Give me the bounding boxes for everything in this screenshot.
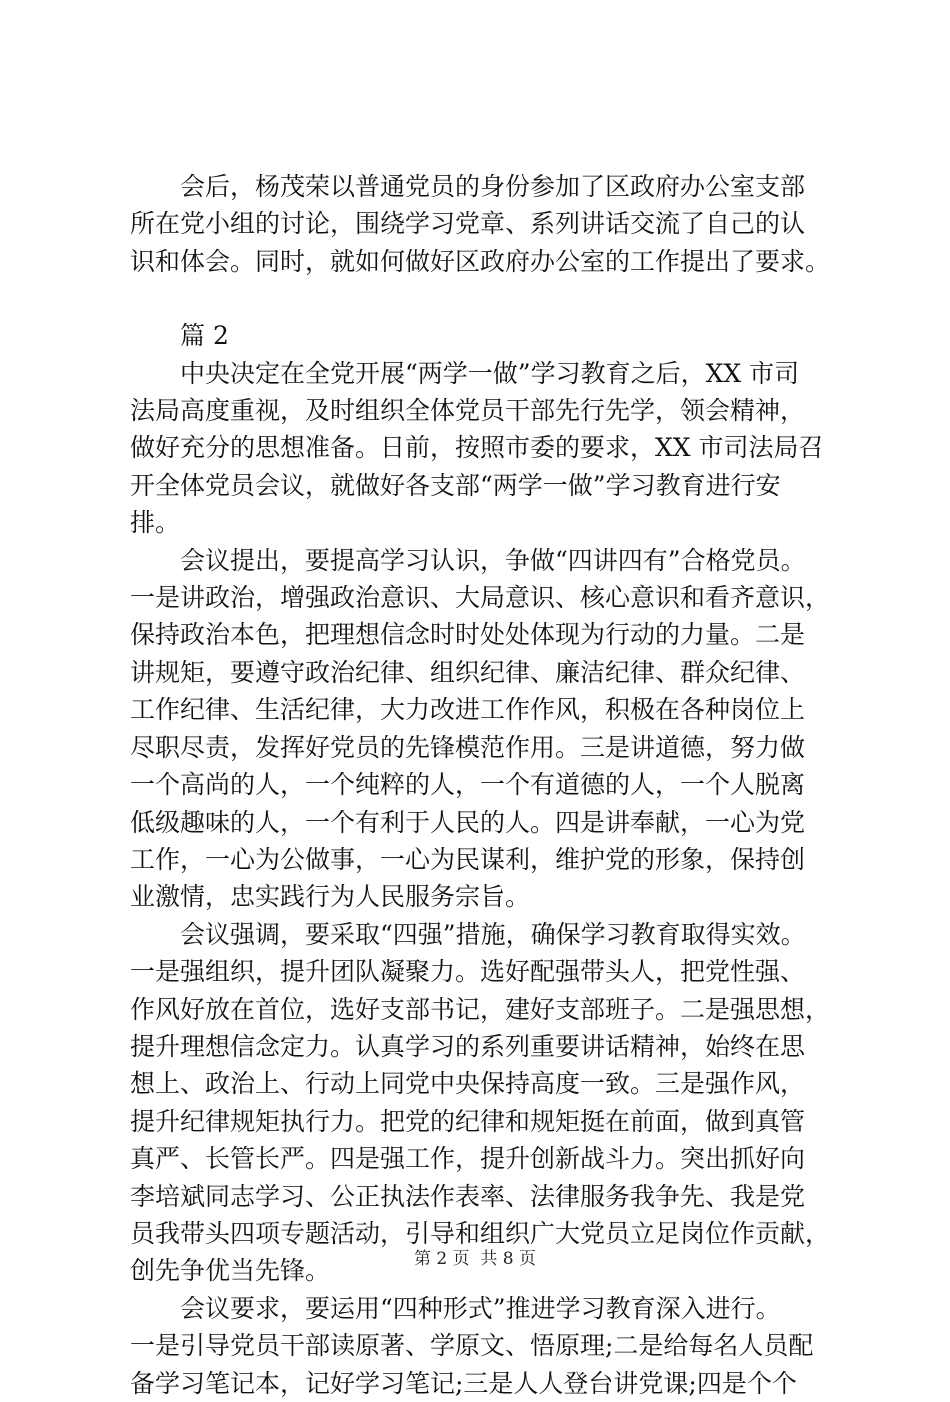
text-line: 提升纪律规矩执行力。把党的纪律和规矩挺在前面，做到真管 [130, 1106, 806, 1136]
text-line: 一是引导党员干部读原著、学原文、悟原理;二是给每名人员配 [130, 1331, 814, 1361]
section-heading: 篇 2 [180, 321, 229, 351]
text-line: 讲规矩，要遵守政治纪律、组织纪律、廉洁纪律、群众纪律、 [130, 657, 806, 687]
text-line: 员我带头四项专题活动，引导和组织广大党员立足岗位作贡献， [130, 1218, 831, 1248]
text-line: 一是讲政治，增强政治意识、大局意识、核心意识和看齐意识， [130, 583, 831, 613]
text-line: 备学习笔记本，记好学习笔记;三是人人登台讲党课;四是个个 [130, 1368, 797, 1398]
text-line: 所在党小组的讨论，围绕学习党章、系列讲话交流了自己的认 [130, 209, 806, 239]
paragraph-5 [130, 1290, 848, 1402]
text-line: 排。 [130, 508, 181, 538]
text-line: 业激情，忠实践行为人民服务宗旨。 [130, 882, 531, 912]
text-line: 识和体会。同时，就如何做好区政府办公室的工作提出了要求。 [130, 246, 831, 276]
paragraph-1 [130, 168, 848, 280]
text-line: 想上、政治上、行动上同党中央保持高度一致。三是强作风， [130, 1069, 806, 1099]
text-line: 李培斌同志学习、公正执法作表率、法律服务我争先、我是党 [130, 1181, 806, 1211]
text-line: 会议要求，要运用“四种形式”推进学习教育深入进行。 [180, 1293, 781, 1323]
text-line: 低级趣味的人，一个有利于人民的人。四是讲奉献，一心为党 [130, 807, 806, 837]
text-line: 创先争优当先锋。 [130, 1256, 331, 1286]
text-line: 会议强调，要采取“四强”措施，确保学习教育取得实效。 [180, 919, 806, 949]
text-line: 法局高度重视，及时组织全体党员干部先行先学，领会精神， [130, 396, 806, 426]
text-line: 会议提出，要提高学习认识，争做“四讲四有”合格党员。 [180, 545, 806, 575]
document-body [130, 168, 848, 1402]
text-line: 一个高尚的人，一个纯粹的人，一个有道德的人，一个人脱离 [130, 770, 806, 800]
text-line: 尽职尽责，发挥好党员的先锋模范作用。三是讲道德，努力做 [130, 732, 806, 762]
text-line: 保持政治本色，把理想信念时时处处体现为行动的力量。二是 [130, 620, 806, 650]
page-footer: 第 2 页 共 8 页 [413, 1249, 537, 1269]
paragraph-2 [130, 355, 848, 542]
text-line: 做好充分的思想准备。日前，按照市委的要求，XX 市司法局召 [130, 433, 824, 463]
text-line: 会后，杨茂荣以普通党员的身份参加了区政府办公室支部 [180, 172, 806, 201]
text-line: 工作，一心为公做事，一心为民谋利，维护党的形象，保持创 [130, 844, 806, 874]
text-line: 作风好放在首位，选好支部书记，建好支部班子。二是强思想， [130, 994, 831, 1024]
text-line: 开全体党员会议，就做好各支部“两学一做”学习教育进行安 [130, 470, 781, 500]
text-line: 中央决定在全党开展“两学一做”学习教育之后，XX 市司 [180, 358, 800, 388]
paragraph-3 [130, 542, 848, 916]
text-line: 提升理想信念定力。认真学习的系列重要讲话精神，始终在思 [130, 1031, 806, 1061]
text-line: 工作纪律、生活纪律，大力改进工作作风，积极在各种岗位上 [130, 695, 806, 725]
paragraph-4 [130, 916, 848, 1290]
text-line: 一是强组织，提升团队凝聚力。选好配强带头人，把党性强、 [130, 957, 806, 987]
text-line: 真严、长管长严。四是强工作，提升创新战斗力。突出抓好向 [130, 1144, 806, 1174]
blank-line [130, 280, 848, 317]
